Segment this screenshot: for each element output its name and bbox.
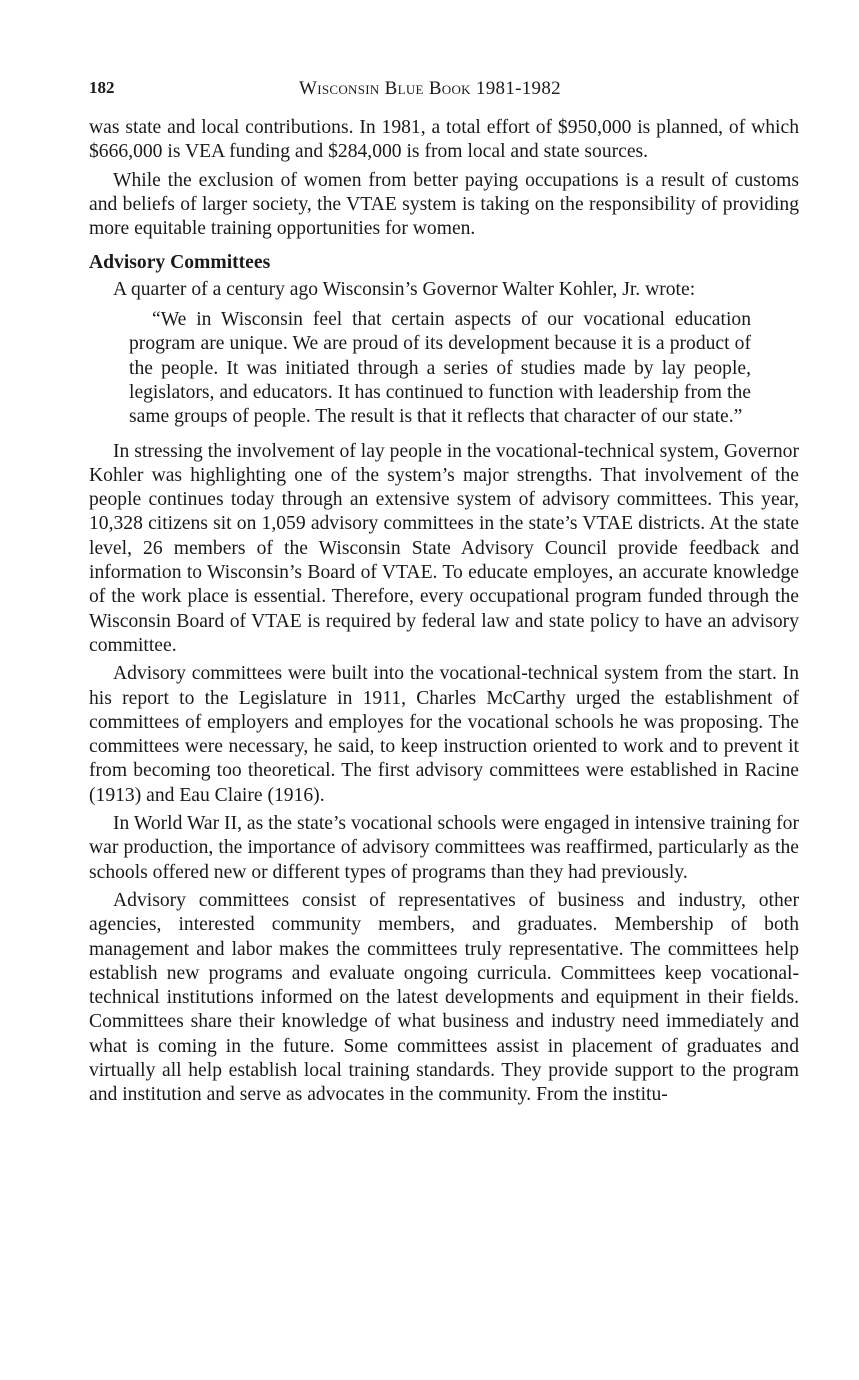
block-quote <box>129 308 751 429</box>
paragraph-lay-involvement: In stressing the involvement of lay people in the vocational-technical system, Governor Kohler was highlighting one of the system’s major strengths. That involvement of the people continues today through an extensive system of advisory committees. This year, 10,328 citizens sit on 1,059 advisory committees in the state’s VTAE districts. At the state level, 26 members of the Wisconsin State Advisory Council provide feedback and information to Wisconsin’s Board of VTAE. To educate employes, an accurate knowledge of the work place is essential. Therefore, every occupational program funded through the Wisconsin Board of VTAE is required by federal law and state policy to have an advisory committee. <box>89 440 799 656</box>
section-heading: Advisory Committees <box>89 252 271 274</box>
paragraph-women-training: While the exclusion of women from better paying occupations is a result of customs and beliefs of larger society, the VTAE system is taking on the responsibility of providing more equitable training opportunities for women. <box>89 169 799 240</box>
paragraph-quote-intro: A quarter of a century ago Wisconsin’s Governor Walter Kohler, Jr. wrote: <box>113 278 696 300</box>
paragraph-world-war: In World War II, as the state’s vocational schools were engaged in intensive training for war production, the importance of advisory committees was reaffirmed, particularly as the schools offered new or different types of programs than they had previously. <box>89 813 799 883</box>
document-page <box>89 78 799 1112</box>
paragraph-continued: was state and local contributions. In 1981, a total effort of $950,000 is planned, of which $666,000 is VEA funding and $284,000 is from local and state sources. <box>89 117 799 163</box>
page-number: 182 <box>89 78 115 97</box>
quote-text: “We in Wisconsin feel that certain aspects of our vocational education program are unique. We are proud of its development because it is a product of the people. It was initiated through a series of studies made by lay people, legislators, and educators. It has continued to function with leadership from the same groups of people. The result is that it reflects that character of our state.” <box>129 309 751 428</box>
paragraph-history: Advisory committees were built into the vocational-technical system from the start. In his report to the Legislature in 1911, Charles McCarthy urged the establishment of committees of employers and employes for the vocational schools he was proposing. The committees were necessary, he said, to keep instruction oriented to work and to prevent it from becoming too theoretical. The first advisory committees were established in Racine (1913) and Eau Claire (1916). <box>89 663 799 806</box>
paragraph-committee-composition: Advisory committees consist of representatives of business and industry, other agencies, interested community members, and graduates. Membership of both management and labor makes the committees truly representative. The committees help establish new programs and evaluate ongoing curricula. Committees keep vocational-technical institutions informed on the latest developments and equipment in their fields. Committees share their knowledge of what business and industry need immediately and what is coming in the future. Some committees assist in placement of graduates and virtually all help establish local training standards. They provide support to the program and institution and serve as advocates in the community. From the institu- <box>89 889 799 1106</box>
book-title: Wisconsin Blue Book 1981-1982 <box>299 78 561 99</box>
running-header <box>89 78 799 104</box>
